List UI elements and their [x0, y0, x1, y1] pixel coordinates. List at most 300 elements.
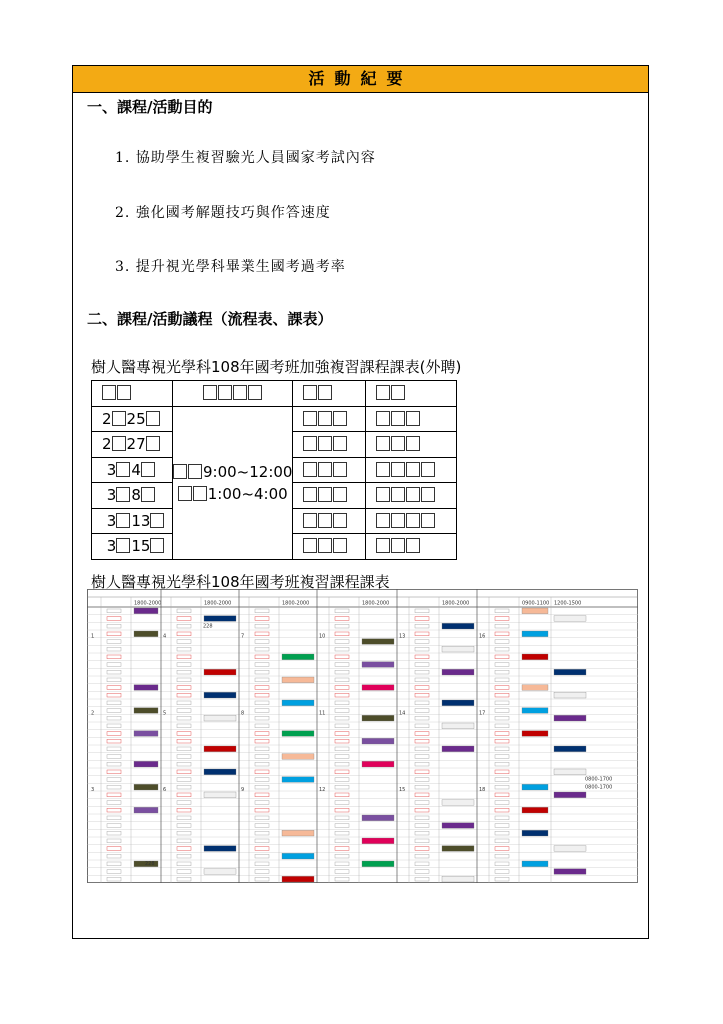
cell-text: 0800-1700: [585, 784, 613, 791]
date-mark: [495, 877, 509, 881]
schedule-block: [362, 738, 394, 744]
date-mark: [415, 647, 429, 651]
date-mark: [495, 854, 509, 858]
week-number: 10: [319, 633, 326, 640]
date-mark: [177, 785, 191, 789]
schedule-block: [554, 746, 586, 752]
date-mark: [495, 862, 509, 866]
date-mark: [495, 739, 509, 743]
date-mark: [177, 655, 191, 659]
week-number: 16: [479, 633, 486, 640]
schedule-block: [522, 608, 548, 614]
schedule-block: [204, 616, 236, 622]
date-mark: [495, 785, 509, 789]
date-mark: [107, 854, 121, 858]
date-mark: [255, 701, 269, 705]
schedule-block: [554, 769, 586, 775]
time-slot-label: 1800-2000: [362, 600, 390, 607]
date-mark: [335, 732, 349, 736]
date-mark: [255, 778, 269, 782]
date-mark: [495, 670, 509, 674]
date-mark: [415, 839, 429, 843]
date-mark: [495, 709, 509, 713]
date-mark: [255, 739, 269, 743]
date-mark: [495, 808, 509, 812]
schedule-block: [522, 731, 548, 737]
date-mark: [255, 632, 269, 636]
time-slot-label: 0900-1100: [522, 600, 550, 607]
date-mark: [415, 678, 429, 682]
date-mark: [495, 824, 509, 828]
date-mark: [177, 709, 191, 713]
date-mark: [415, 831, 429, 835]
schedule-block: [554, 669, 586, 675]
schedule-block: [362, 815, 394, 821]
date-mark: [255, 663, 269, 667]
schedule-block: [282, 654, 314, 660]
date-mark: [177, 663, 191, 667]
date-mark: [415, 801, 429, 805]
schedule-block: [282, 777, 314, 783]
date-mark: [107, 739, 121, 743]
schedule-block: [362, 715, 394, 721]
date-mark: [255, 808, 269, 812]
date-mark: [107, 778, 121, 782]
date-mark: [107, 847, 121, 851]
schedule-svg: [87, 589, 638, 883]
schedule-block: [522, 830, 548, 836]
date-mark: [255, 870, 269, 874]
time-cell: 9:00~12:00 1:00~4:00: [173, 406, 293, 559]
date-mark: [177, 724, 191, 728]
date-mark: [415, 816, 429, 820]
date-mark: [107, 670, 121, 674]
date-mark: [107, 678, 121, 682]
date-mark: [177, 862, 191, 866]
date-mark: [177, 816, 191, 820]
date-mark: [335, 801, 349, 805]
date-mark: [107, 701, 121, 705]
date-mark: [415, 793, 429, 797]
date-mark: [255, 647, 269, 651]
date-mark: [335, 724, 349, 728]
schedule-block: [134, 608, 158, 614]
week-number: 15: [399, 787, 406, 793]
date-mark: [255, 670, 269, 674]
date-mark: [255, 785, 269, 789]
date-mark: [495, 716, 509, 720]
date-mark: [107, 877, 121, 881]
week-number: 14: [399, 710, 406, 717]
date-mark: [177, 678, 191, 682]
date-mark: [415, 655, 429, 659]
date-mark: [335, 755, 349, 759]
date-mark: [335, 709, 349, 713]
schedule-block: [204, 715, 236, 721]
section-1-heading: 一、課程/活動目的: [87, 98, 213, 116]
date-mark: [255, 709, 269, 713]
date-mark: [495, 839, 509, 843]
date-mark: [415, 808, 429, 812]
date-mark: [335, 839, 349, 843]
date-mark: [335, 847, 349, 851]
date-mark: [495, 686, 509, 690]
date-mark: [177, 793, 191, 797]
schedule-block: [362, 838, 394, 844]
date-mark: [255, 624, 269, 628]
date-mark: [177, 877, 191, 881]
time-slot-label: 1800-2000: [134, 600, 162, 607]
date-mark: [107, 716, 121, 720]
date-mark: [495, 609, 509, 613]
date-mark: [415, 693, 429, 697]
date-mark: [107, 747, 121, 751]
date-mark: [107, 785, 121, 789]
date-mark: [335, 778, 349, 782]
date-mark: [177, 808, 191, 812]
date-mark: [107, 824, 121, 828]
date-mark: [177, 701, 191, 705]
date-mark: [255, 686, 269, 690]
date-mark: [255, 816, 269, 820]
week-number: 4: [163, 633, 167, 640]
week-number: 5: [163, 710, 167, 717]
date-mark: [177, 693, 191, 697]
date-mark: [107, 862, 121, 866]
date-mark: [177, 632, 191, 636]
date-mark: [255, 770, 269, 774]
week-number: 6: [163, 787, 167, 793]
schedule-block: [134, 685, 158, 691]
date-mark: [415, 624, 429, 628]
date-mark: [415, 640, 429, 644]
schedule-block: [204, 869, 236, 875]
schedule-block: [442, 646, 474, 652]
date-mark: [177, 870, 191, 874]
week-number: 18: [479, 787, 486, 793]
date-mark: [255, 762, 269, 766]
date-mark: [177, 739, 191, 743]
section-2-heading: 二、課程/活動議程（流程表、課表）: [87, 310, 333, 328]
date-mark: [495, 732, 509, 736]
date-mark: [415, 755, 429, 759]
date-mark: [495, 793, 509, 797]
date-mark: [255, 854, 269, 858]
date-mark: [107, 801, 121, 805]
date-mark: [255, 793, 269, 797]
date-mark: [335, 762, 349, 766]
date-mark: [107, 816, 121, 820]
date-mark: [107, 640, 121, 644]
schedule-block: [442, 800, 474, 806]
schedule-block: [554, 846, 586, 852]
date-mark: [335, 831, 349, 835]
week-number: 7: [241, 633, 245, 640]
date-mark: [495, 647, 509, 651]
date-mark: [335, 793, 349, 797]
date-mark: [177, 716, 191, 720]
schedule-block: [362, 685, 394, 691]
date-mark: [107, 793, 121, 797]
date-mark: [335, 663, 349, 667]
date-mark: [177, 686, 191, 690]
date-mark: [255, 824, 269, 828]
date-mark: [335, 739, 349, 743]
time-slot-label: 1800-2000: [282, 600, 310, 607]
date-mark: [335, 640, 349, 644]
schedule-block: [362, 861, 394, 867]
date-mark: [335, 624, 349, 628]
week-number: 9: [241, 787, 245, 793]
date-mark: [495, 831, 509, 835]
schedule-block: [204, 792, 236, 798]
date-mark: [415, 663, 429, 667]
external-schedule-table: [91, 380, 457, 560]
date-mark: [177, 670, 191, 674]
date-mark: [255, 732, 269, 736]
time-slot-label: 1800-2000: [442, 600, 470, 607]
date-cell: 2 27: [92, 432, 173, 458]
schedule-block: [554, 715, 586, 721]
schedule-block: [282, 700, 314, 706]
date-mark: [415, 724, 429, 728]
schedule-block: [522, 631, 548, 637]
date-mark: [335, 617, 349, 621]
date-mark: [335, 862, 349, 866]
date-mark: [335, 824, 349, 828]
time-slot-label: 1200-1500: [554, 600, 582, 607]
schedule-block: [134, 761, 158, 767]
table-row: [92, 381, 457, 407]
date-cell: 3 15: [92, 534, 173, 560]
date-mark: [177, 647, 191, 651]
date-mark: [335, 770, 349, 774]
date-mark: [255, 655, 269, 659]
schedule-block: [282, 853, 314, 859]
table-row: [92, 406, 457, 432]
schedule-block: [362, 662, 394, 668]
date-mark: [107, 762, 121, 766]
date-mark: [335, 816, 349, 820]
date-mark: [335, 870, 349, 874]
table1-title: 樹人醫專視光學科108年國考班加強複習課程課表(外聘): [91, 358, 462, 376]
date-mark: [415, 770, 429, 774]
date-mark: [335, 647, 349, 651]
date-mark: [177, 801, 191, 805]
schedule-block: [134, 784, 158, 790]
date-cell: 2 25: [92, 406, 173, 432]
date-mark: [415, 739, 429, 743]
date-mark: [335, 854, 349, 858]
schedule-block: [204, 692, 236, 698]
schedule-block: [522, 654, 548, 660]
date-mark: [335, 877, 349, 881]
week-number: 12: [319, 787, 326, 793]
date-mark: [107, 724, 121, 728]
date-mark: [415, 709, 429, 713]
date-mark: [177, 732, 191, 736]
date-cell: 3 13: [92, 508, 173, 534]
schedule-block: [442, 700, 474, 706]
page-frame: [72, 65, 649, 939]
week-number: 1: [91, 633, 95, 640]
date-mark: [107, 770, 121, 774]
date-cell: 3 8: [92, 483, 173, 509]
date-mark: [107, 647, 121, 651]
date-mark: [255, 678, 269, 682]
banner-title: 活動紀要: [73, 66, 648, 93]
date-mark: [495, 678, 509, 682]
date-mark: [255, 801, 269, 805]
schedule-block: [522, 685, 548, 691]
date-mark: [495, 801, 509, 805]
date-mark: [255, 877, 269, 881]
date-mark: [495, 870, 509, 874]
schedule-block: [282, 876, 314, 882]
week-number: 8: [241, 710, 245, 717]
table2-title: 樹人醫專視光學科108年國考班複習課程課表: [91, 573, 390, 591]
date-mark: [107, 839, 121, 843]
date-mark: [495, 778, 509, 782]
date-mark: [177, 609, 191, 613]
date-mark: [495, 816, 509, 820]
schedule-block: [554, 692, 586, 698]
date-mark: [255, 609, 269, 613]
date-mark: [335, 785, 349, 789]
date-mark: [107, 831, 121, 835]
schedule-block: [362, 639, 394, 645]
schedule-block: [442, 746, 474, 752]
date-mark: [177, 624, 191, 628]
date-mark: [255, 640, 269, 644]
date-mark: [495, 663, 509, 667]
date-mark: [255, 716, 269, 720]
schedule-block: [204, 769, 236, 775]
date-mark: [335, 686, 349, 690]
week-number: 17: [479, 710, 486, 717]
date-mark: [415, 847, 429, 851]
schedule-block: [282, 677, 314, 683]
date-mark: [495, 624, 509, 628]
date-mark: [415, 747, 429, 751]
week-number: 3: [91, 787, 95, 793]
cell-text: 0800-1700: [585, 776, 613, 783]
schedule-block: [554, 869, 586, 875]
date-mark: [107, 617, 121, 621]
date-mark: [415, 716, 429, 720]
goal-3: 3. 提升視光學科畢業生國考過考率: [115, 259, 346, 275]
date-mark: [335, 632, 349, 636]
schedule-block: [362, 761, 394, 767]
date-mark: [335, 808, 349, 812]
date-mark: [495, 701, 509, 705]
date-mark: [177, 747, 191, 751]
date-mark: [495, 770, 509, 774]
date-mark: [107, 663, 121, 667]
schedule-block: [282, 754, 314, 760]
date-mark: [335, 747, 349, 751]
date-mark: [107, 732, 121, 736]
schedule-block: [204, 746, 236, 752]
date-mark: [495, 724, 509, 728]
schedule-block: [442, 823, 474, 829]
date-mark: [335, 678, 349, 682]
schedule-block: [442, 876, 474, 882]
schedule-block: [134, 708, 158, 714]
date-mark: [107, 870, 121, 874]
date-mark: [107, 808, 121, 812]
date-mark: [255, 847, 269, 851]
time-slot-label: 1800-2000: [204, 600, 232, 607]
date-mark: [335, 609, 349, 613]
schedule-block: [522, 708, 548, 714]
date-mark: [177, 640, 191, 644]
week-number: 2: [91, 710, 95, 717]
date-mark: [107, 609, 121, 613]
goal-2: 2. 強化國考解題技巧與作答速度: [115, 205, 331, 221]
cell-text: 228: [145, 861, 155, 867]
date-mark: [495, 755, 509, 759]
date-mark: [495, 632, 509, 636]
schedule-block: [134, 631, 158, 637]
date-mark: [415, 854, 429, 858]
date-mark: [335, 693, 349, 697]
date-mark: [177, 854, 191, 858]
date-mark: [495, 747, 509, 751]
date-mark: [415, 785, 429, 789]
date-mark: [335, 701, 349, 705]
date-mark: [255, 839, 269, 843]
cell-text: 228: [203, 623, 213, 630]
schedule-block: [522, 807, 548, 813]
date-mark: [107, 755, 121, 759]
date-mark: [107, 632, 121, 636]
schedule-block: [134, 731, 158, 737]
date-mark: [415, 778, 429, 782]
schedule-block: [442, 723, 474, 729]
date-mark: [335, 670, 349, 674]
date-mark: [335, 716, 349, 720]
date-cell: 3 4: [92, 457, 173, 483]
date-mark: [495, 847, 509, 851]
date-mark: [177, 831, 191, 835]
date-mark: [177, 778, 191, 782]
schedule-block: [442, 669, 474, 675]
review-schedule-grid: [87, 589, 638, 883]
date-mark: [255, 747, 269, 751]
date-mark: [107, 709, 121, 713]
date-mark: [177, 762, 191, 766]
goal-1: 1. 協助學生複習驗光人員國家考試內容: [115, 150, 376, 166]
date-mark: [495, 693, 509, 697]
date-mark: [177, 839, 191, 843]
date-mark: [415, 632, 429, 636]
date-mark: [255, 693, 269, 697]
date-mark: [415, 762, 429, 766]
schedule-block: [522, 861, 548, 867]
date-mark: [415, 609, 429, 613]
week-number: 11: [319, 710, 326, 717]
schedule-block: [204, 669, 236, 675]
week-number: 13: [399, 633, 406, 640]
date-mark: [495, 655, 509, 659]
schedule-block: [134, 807, 158, 813]
date-mark: [415, 701, 429, 705]
date-mark: [107, 686, 121, 690]
date-mark: [335, 655, 349, 659]
date-mark: [255, 724, 269, 728]
date-mark: [415, 862, 429, 866]
